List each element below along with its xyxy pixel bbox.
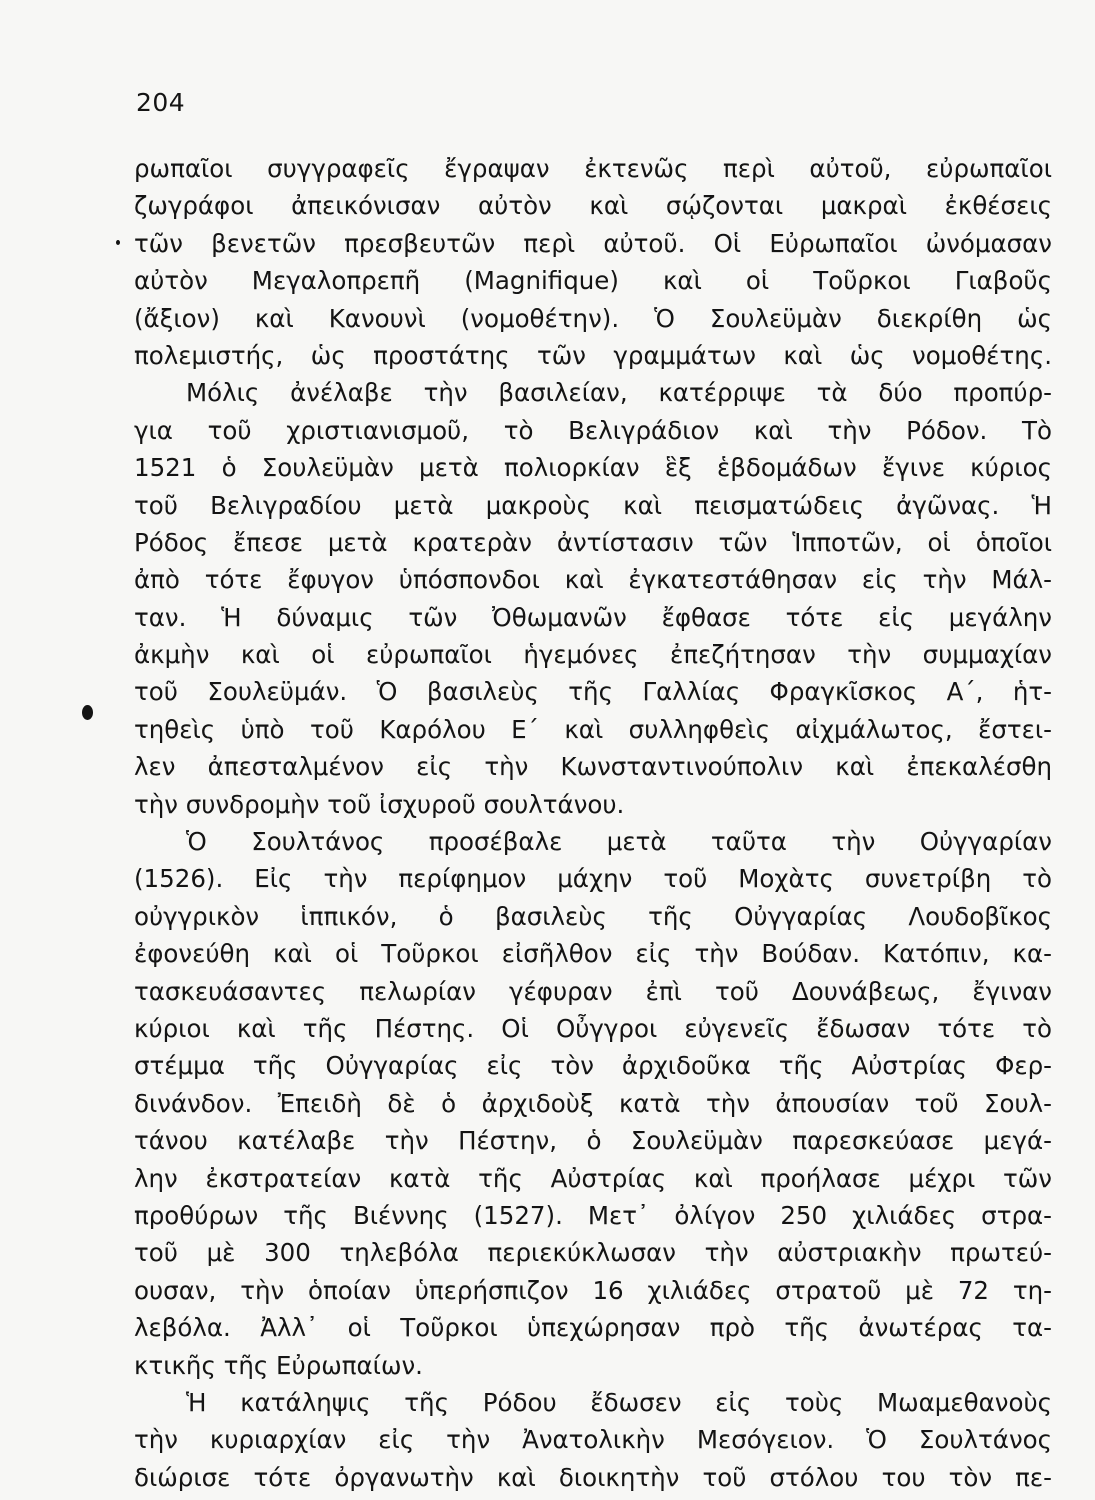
page-number: 204: [136, 88, 186, 117]
text-line: Ρόδος ἔπεσε μετὰ κρατερὰν ἀντίστασιν τῶν Ἱπποτῶν, οἱ ὁποῖοι: [134, 527, 1052, 557]
text-line: τηθεὶς ὑπὸ τοῦ Καρόλου Ε΄ καὶ συλληφθεὶς αἰχμάλωτος, ἔστει-: [134, 714, 1052, 744]
text-line: 1521 ὁ Σουλεϋμὰν μετὰ πολιορκίαν ἓξ ἑβδομάδων ἔγινε κύριος: [134, 453, 1052, 483]
text-line: στέμμα τῆς Οὐγγαρίας εἰς τὸν ἀρχιδοῦκα τῆς Αὐστρίας Φερ-: [134, 1051, 1052, 1081]
text-line: αὐτὸν Μεγαλοπρεπῆ (Magnifique) καὶ οἱ Τοῦρκοι Γιαβοῦς: [134, 266, 1052, 296]
text-line: (ἄξιον) καὶ Κανουνὶ (νομοθέτην). Ὁ Σουλεϋμὰν διεκρίθη ὡς: [134, 303, 1052, 333]
text-line: ρωπαῖοι συγγραφεῖς ἔγραψαν ἐκτενῶς περὶ αὐτοῦ, εὐρωπαῖοι: [134, 154, 1052, 183]
text-line: τασκευάσαντες πελωρίαν γέφυραν ἐπὶ τοῦ Δουνάβεως, ἔγιναν: [134, 976, 1052, 1006]
text-line: κύριοι καὶ τῆς Πέστης. Οἱ Οὖγγροι εὐγενεῖς ἔδωσαν τότε τὸ: [134, 1013, 1052, 1043]
paragraph-end-line: κτικῆς τῆς Εὐρωπαίων.: [134, 1350, 423, 1380]
text-line: προθύρων τῆς Βιέννης (1527). Μετ᾽ ὀλίγον 250 χιλιάδες στρα-: [134, 1200, 1052, 1230]
text-line: λην ἐκστρατείαν κατὰ τῆς Αὐστρίας καὶ προήλασε μέχρι τῶν: [134, 1163, 1052, 1193]
text-line: ταν. Ἡ δύναμις τῶν Ὀθωμανῶν ἔφθασε τότε εἰς μεγάλην: [134, 602, 1052, 632]
text-line: τοῦ μὲ 300 τηλεβόλα περιεκύκλωσαν τὴν αὐστριακὴν πρωτεύ-: [134, 1238, 1052, 1268]
text-line: (1526). Εἰς τὴν περίφημον μάχην τοῦ Μοχὰτς συνετρίβη τὸ: [134, 864, 1052, 894]
text-line: τοῦ Βελιγραδίου μετὰ μακροὺς καὶ πεισματώδεις ἀγῶνας. Ἡ: [134, 490, 1052, 520]
paragraph-end-line: τὴν συνδρομὴν τοῦ ἰσχυροῦ σουλτάνου.: [134, 789, 625, 819]
text-line: τοῦ Σουλεϋμάν. Ὁ βασιλεὺς τῆς Γαλλίας Φραγκῖσκος Α΄, ἡτ-: [134, 677, 1052, 707]
text-line: τῶν βενετῶν πρεσβευτῶν περὶ αὐτοῦ. Οἱ Εὐρωπαῖοι ὠνόμασαν: [134, 228, 1052, 258]
paragraph-start-line: Ὁ Σουλτάνος προσέβαλε μετὰ ταῦτα τὴν Οὐγγαρίαν: [186, 827, 1052, 857]
body-text: [134, 150, 1052, 1496]
text-line: ἀκμὴν καὶ οἱ εὐρωπαῖοι ἡγεμόνες ἐπεζήτησαν τὴν συμμαχίαν: [134, 640, 1052, 670]
text-line: τὴν κυριαρχίαν εἰς τὴν Ἀνατολικὴν Μεσόγειον. Ὁ Σουλτάνος: [134, 1425, 1052, 1455]
text-line: ζωγράφοι ἀπεικόνισαν αὐτὸν καὶ σῴζονται μακραὶ ἐκθέσεις: [134, 191, 1052, 221]
text-line: πολεμιστής, ὡς προστάτης τῶν γραμμάτων καὶ ὡς νομοθέτης.: [134, 340, 1052, 370]
margin-speck: [116, 240, 120, 245]
paragraph-start-line: Μόλις ἀνέλαβε τὴν βασιλείαν, κατέρριψε τὰ δύο προπύρ-: [186, 378, 1052, 408]
margin-ink-blot: [82, 705, 93, 720]
text-line: οὐγγρικὸν ἱππικόν, ὁ βασιλεὺς τῆς Οὐγγαρίας Λουδοβῖκος: [134, 901, 1052, 931]
text-line: λεβόλα. Ἀλλ᾽ οἱ Τοῦρκοι ὑπεχώρησαν πρὸ τῆς ἀνωτέρας τα-: [134, 1313, 1052, 1343]
text-line: ἀπὸ τότε ἔφυγον ὑπόσπονδοι καὶ ἐγκατεστάθησαν εἰς τὴν Μάλ-: [134, 565, 1052, 595]
paragraph-start-line: Ἡ κατάληψις τῆς Ρόδου ἔδωσεν εἰς τοὺς Μωαμεθανοὺς: [186, 1387, 1052, 1417]
text-line: διώρισε τότε ὀργανωτὴν καὶ διοικητὴν τοῦ στόλου του τὸν πε-: [134, 1462, 1052, 1492]
text-line: λεν ἀπεσταλμένον εἰς τὴν Κωνσταντινούπολιν καὶ ἐπεκαλέσθη: [134, 752, 1052, 782]
text-line: δινάνδον. Ἐπειδὴ δὲ ὁ ἀρχιδοὺξ κατὰ τὴν ἀπουσίαν τοῦ Σουλ-: [134, 1088, 1052, 1118]
text-line: ουσαν, τὴν ὁποίαν ὑπερήσπιζον 16 χιλιάδες στρατοῦ μὲ 72 τη-: [134, 1275, 1052, 1305]
text-line: ἐφονεύθη καὶ οἱ Τοῦρκοι εἰσῆλθον εἰς τὴν Βούδαν. Κατόπιν, κα-: [134, 939, 1052, 969]
text-line: τάνου κατέλαβε τὴν Πέστην, ὁ Σουλεϋμὰν παρεσκεύασε μεγά-: [134, 1126, 1052, 1156]
text-line: για τοῦ χριστιανισμοῦ, τὸ Βελιγράδιον καὶ τὴν Ρόδον. Τὸ: [134, 415, 1052, 445]
